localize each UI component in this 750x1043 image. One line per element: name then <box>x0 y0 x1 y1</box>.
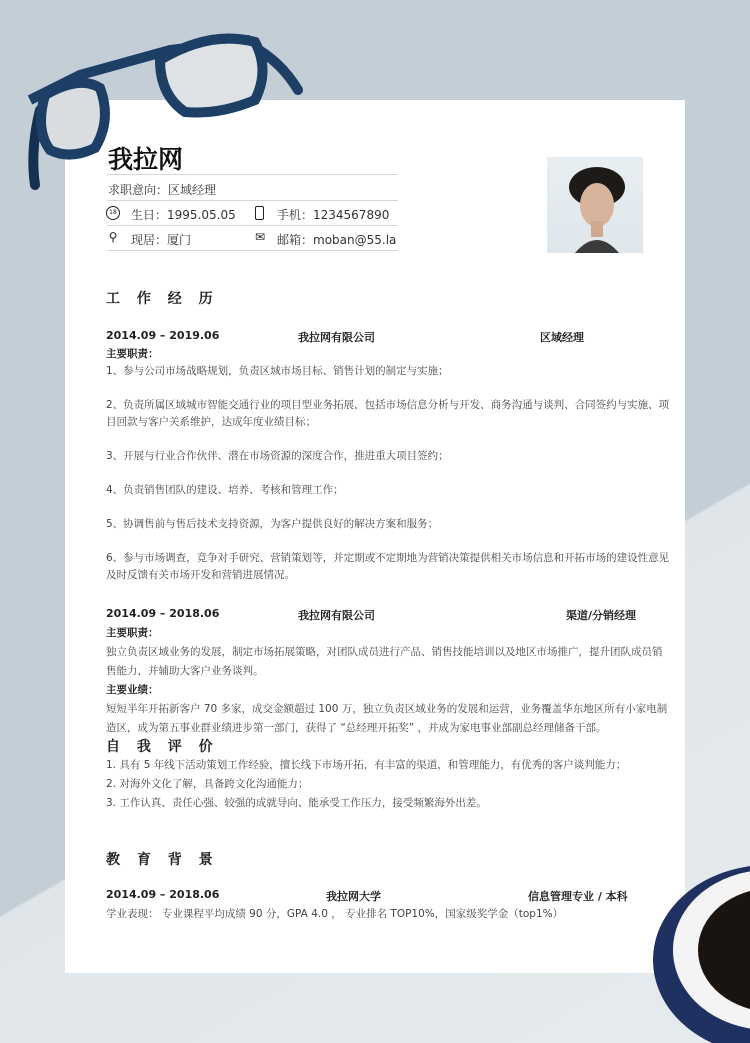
job-role: 区域经理 <box>540 331 584 344</box>
duty-item: 4、负责销售团队的建设、培养、考核和管理工作； <box>106 484 344 496</box>
duty-item: 2、负责所属区域城市智能交通行业的项目型业务拓展，包括市场信息分析与开发、商务沟通与谈判、合同签约与实施、项目回款与客户关系维护，达成年度业绩目标； <box>106 399 670 428</box>
duty-label: 主要职责： <box>106 348 159 360</box>
section-title-self: 自 我 评 价 <box>106 739 219 755</box>
self-item: 3. 工作认真、责任心强、较强的成就导向、能承受工作压力，接受频繁海外出差。 <box>106 797 487 809</box>
job-company: 我拉网有限公司 <box>298 609 375 622</box>
edu-major: 信息管理专业 / 本科 <box>528 890 628 903</box>
phone-icon <box>255 206 264 220</box>
profile-photo <box>547 157 643 253</box>
job-details <box>106 624 671 738</box>
name: 我拉网 <box>108 145 184 174</box>
phone: 手机：1234567890 <box>277 208 390 222</box>
job-period: 2014.09 – 2018.06 <box>106 607 220 620</box>
coffee-cup-decoration <box>648 850 750 1043</box>
residence: 现居：厦门 <box>131 233 192 247</box>
location-icon: ⚲ <box>108 230 118 244</box>
divider <box>107 250 398 251</box>
edu-period: 2014.09 – 2018.06 <box>106 888 220 901</box>
performance-label: 主要业绩： <box>106 684 159 696</box>
duty-item: 3、开展与行业合作伙伴、潜在市场资源的深度合作，推进重大项目签约； <box>106 450 449 462</box>
performance-text: 短短半年开拓新客户 70 多家，成交金额超过 100 万，独立负责区域业务的发展和运营，业务覆盖华东地区所有小家电制造区，成为第五事业群业绩进步第一部门，获得了 “总经理开拓奖” ，并成为家电事业部副总经理储备干部。 <box>106 703 668 734</box>
job-intent: 求职意向：区域经理 <box>108 183 217 197</box>
divider <box>107 200 398 201</box>
self-item: 1. 具有 5 年线下活动策划工作经验，擅长线下市场开拓，有丰富的渠道，和管理能力，有优秀的客户谈判能力； <box>106 759 627 771</box>
self-evaluation-list <box>106 756 671 813</box>
birthday-icon: 18 <box>106 206 120 220</box>
job-role: 渠道/分销经理 <box>566 609 637 622</box>
email-icon: ✉ <box>254 230 266 244</box>
self-item: 2. 对海外文化了解，具备跨文化沟通能力； <box>106 778 309 790</box>
section-title-work: 工 作 经 历 <box>106 291 219 307</box>
edu-school: 我拉网大学 <box>326 890 381 903</box>
duty-item: 6、参与市场调查，竞争对手研究、营销策划等，并定期或不定期地为营销决策提供相关市场信息和开拓市场的建设性意见及时反馈有关市场开发和营销进展情况。 <box>106 552 670 581</box>
glasses-decoration <box>0 0 320 200</box>
section-title-education: 教 育 背 景 <box>106 852 219 868</box>
birthday: 生日：1995.05.05 <box>131 208 236 222</box>
duty-item: 1、参与公司市场战略规划，负责区域市场目标、销售计划的制定与实施； <box>106 365 449 377</box>
email: 邮箱：moban@55.la <box>277 233 397 247</box>
job-period: 2014.09 – 2019.06 <box>106 329 220 342</box>
duty-item: 5、协调售前与售后技术支持资源，为客户提供良好的解决方案和服务； <box>106 518 439 530</box>
divider <box>107 225 398 226</box>
job-company: 我拉网有限公司 <box>298 331 375 344</box>
job-duties <box>106 346 671 584</box>
duty-text: 独立负责区域业务的发展，制定市场拓展策略，对团队成员进行产品、销售技能培训以及地区市场推广，提升团队成员销售能力，并辅助大客户业务谈判。 <box>106 646 663 677</box>
duty-label: 主要职责： <box>106 627 159 639</box>
edu-performance: 学业表现： 专业课程平均成绩 90 分，GPA 4.0 ， 专业排名 TOP10%，国家级奖学金（top1%） <box>106 908 564 920</box>
